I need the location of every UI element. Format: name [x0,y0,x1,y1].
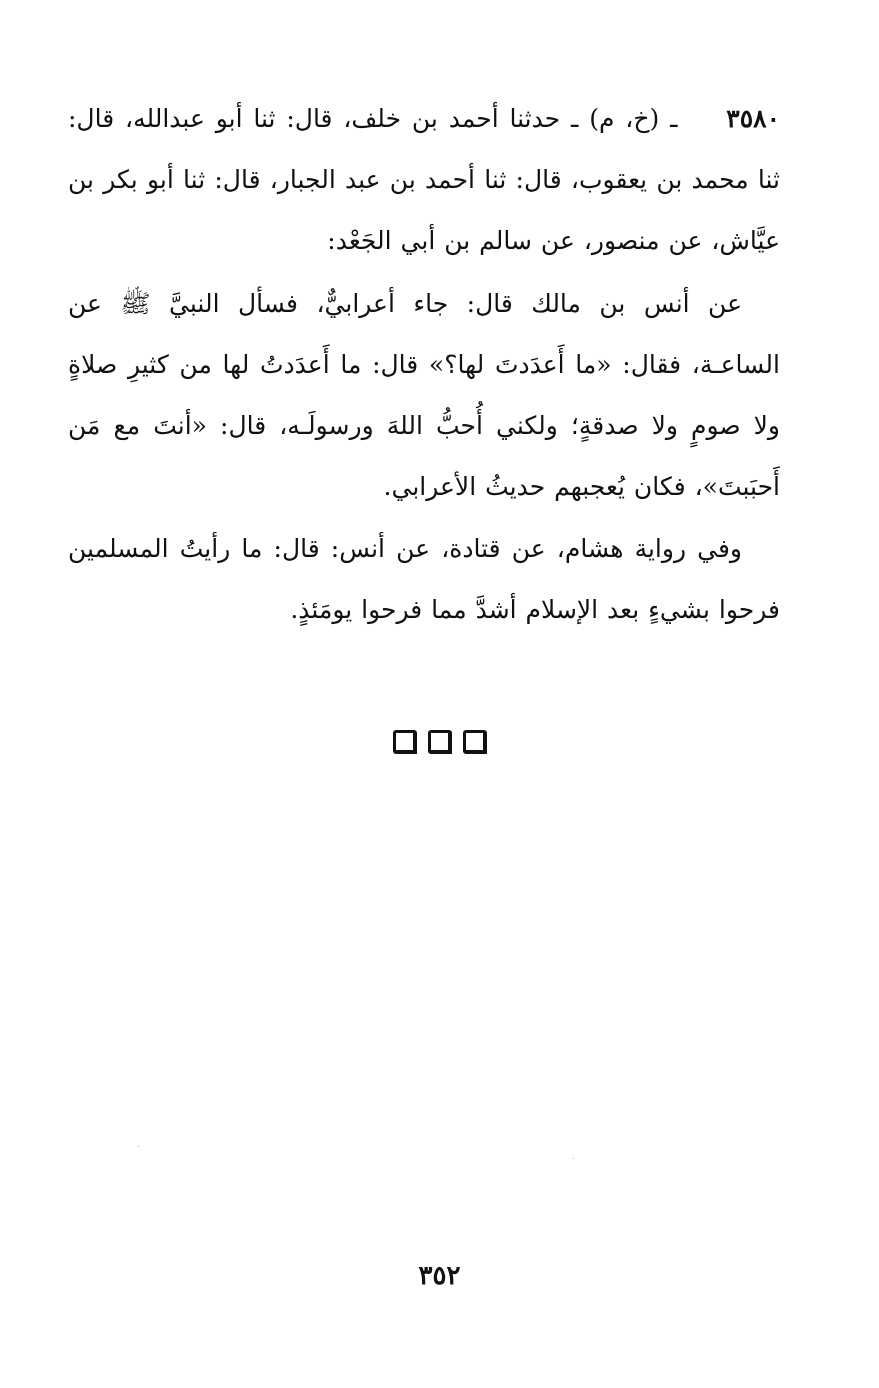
square-ornament-icon [428,730,452,754]
page-number: ٣٥٢ [418,1261,461,1291]
section-separator [0,730,879,754]
scan-speck [573,1158,574,1159]
scan-speck [138,1146,139,1147]
hadith-isnad-paragraph [68,88,780,271]
hadith-riwaya-paragraph [68,518,780,640]
hadith-matn-paragraph [68,273,780,517]
hadith-riwaya-text: وفي رواية هشام، عن قتادة، عن أنس: قال: ما رأيتُ المسلمين فرحوا بشيءٍ بعد الإسلام أشدَّ مما فرحوا يومَئذٍ. [68,534,780,624]
hadith-matn-text: عن أنس بن مالك قال: جاء أعرابيٌّ، فسأل النبيَّ ﷺ عن الساعـة، فقال: «ما أَعدَدتَ لها؟» قال: ما أَعدَدتُ لها من كثيرِ صلاةٍ ولا صومٍ ولا صدقةٍ؛ ولكني أُحبُّ اللهَ ورسولَـه، قال: «أنتَ مع مَن أَحبَبتَ»، فكان يُعجبهم حديثُ الأعرابي. [68,289,781,501]
hadith-isnad-text: ـ (خ، م) ـ حدثنا أحمد بن خلف، قال: ثنا أبو عبدالله، قال: ثنا محمد بن يعقوب، قال: ثنا أحمد بن عبد الجبار، قال: ثنا أبو بكر بن عيَّاش، عن منصور، عن سالم بن أبي الجَعْد: [68,104,780,255]
square-ornament-icon [393,730,417,754]
hadith-number: ٣٥٨٠ [726,104,780,133]
square-ornament-icon [463,730,487,754]
